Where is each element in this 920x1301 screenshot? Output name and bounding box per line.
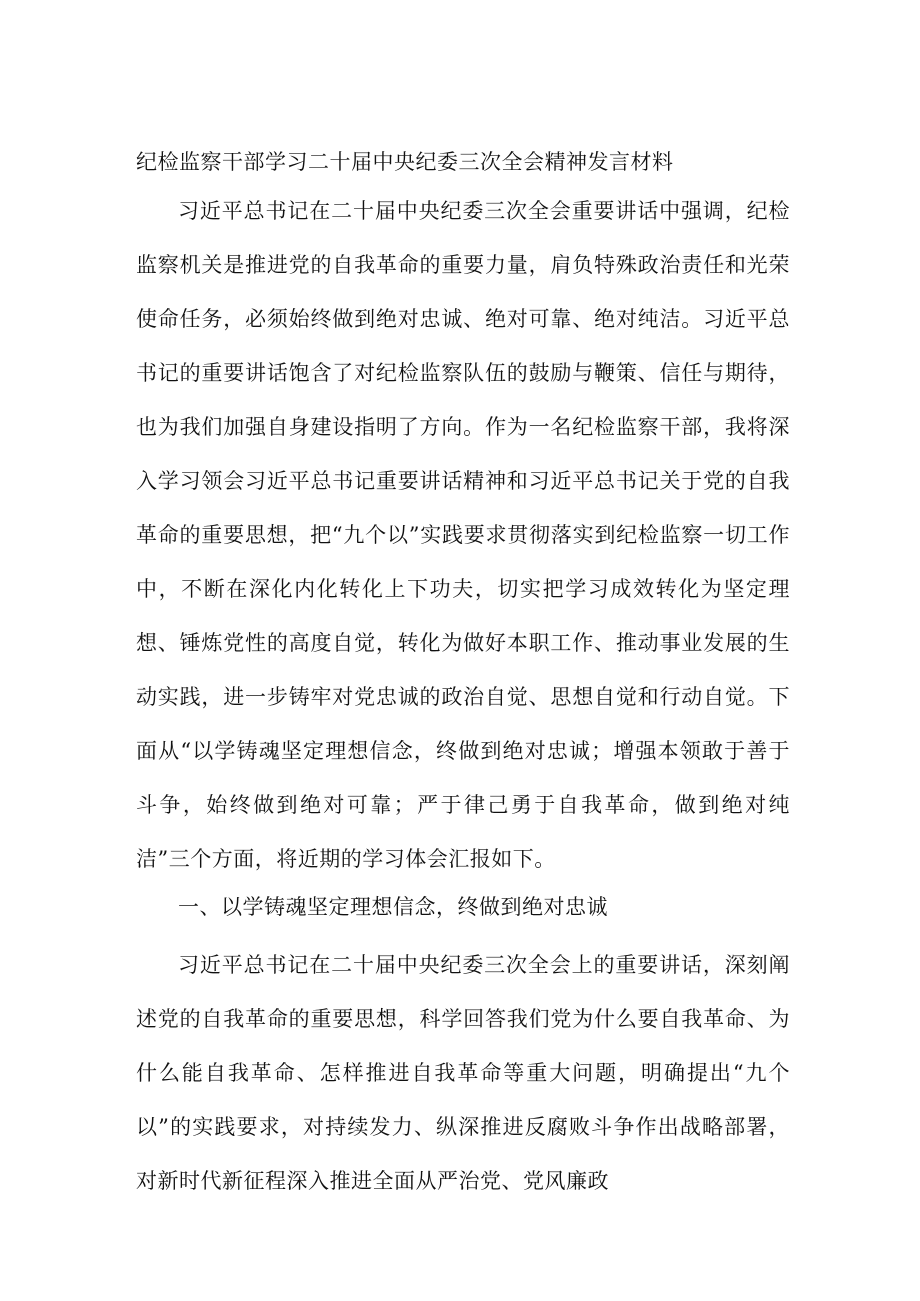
- section-1-paragraph: 习近平总书记在二十届中央纪委三次全会上的重要讲话，深刻阐述党的自我革命的重要思想，科学回答我们党为什么要自我革命、为什么能自我革命、怎样推进自我革命等重大问题，明确提出“九个以”的实践要求，对持续发力、纵深推进反腐败斗争作出战略部署，对新时代新征程深入推进全面从严治党、党风廉政: [136, 953, 790, 1193]
- section-1-heading: 一、以学铸魂坚定理想信念，终做到绝对忠诚: [178, 895, 608, 919]
- intro-paragraph: 习近平总书记在二十届中央纪委三次全会重要讲话中强调，纪检监察机关是推进党的自我革命的重要力量，肩负特殊政治责任和光荣使命任务，必须始终做到绝对忠诚、绝对可靠、绝对纯洁。习近平总书记的重要讲话饱含了对纪检监察队伍的鼓励与鞭策、信任与期待，也为我们加强自身建设指明了方向。作为一名纪检监察干部，我将深入学习领会习近平总书记重要讲话精神和习近平总书记关于党的自我革命的重要思想，把“九个以”实践要求贯彻落实到纪检监察一切工作中，不断在深化内化转化上下功夫，切实把学习成效转化为坚定理想、锤炼党性的高度自觉，转化为做好本职工作、推动事业发展的生动实践，进一步铸牢对党忠诚的政治自觉、思想自觉和行动自觉。下面从“以学铸魂坚定理想信念，终做到绝对忠诚；增强本领敢于善于斗争，始终做到绝对可靠；严于律己勇于自我革命，做到绝对纯洁”三个方面，将近期的学习体会汇报如下。: [136, 199, 790, 871]
- document-title: 纪检监察干部学习二十届中央纪委三次全会精神发言材料: [136, 150, 674, 174]
